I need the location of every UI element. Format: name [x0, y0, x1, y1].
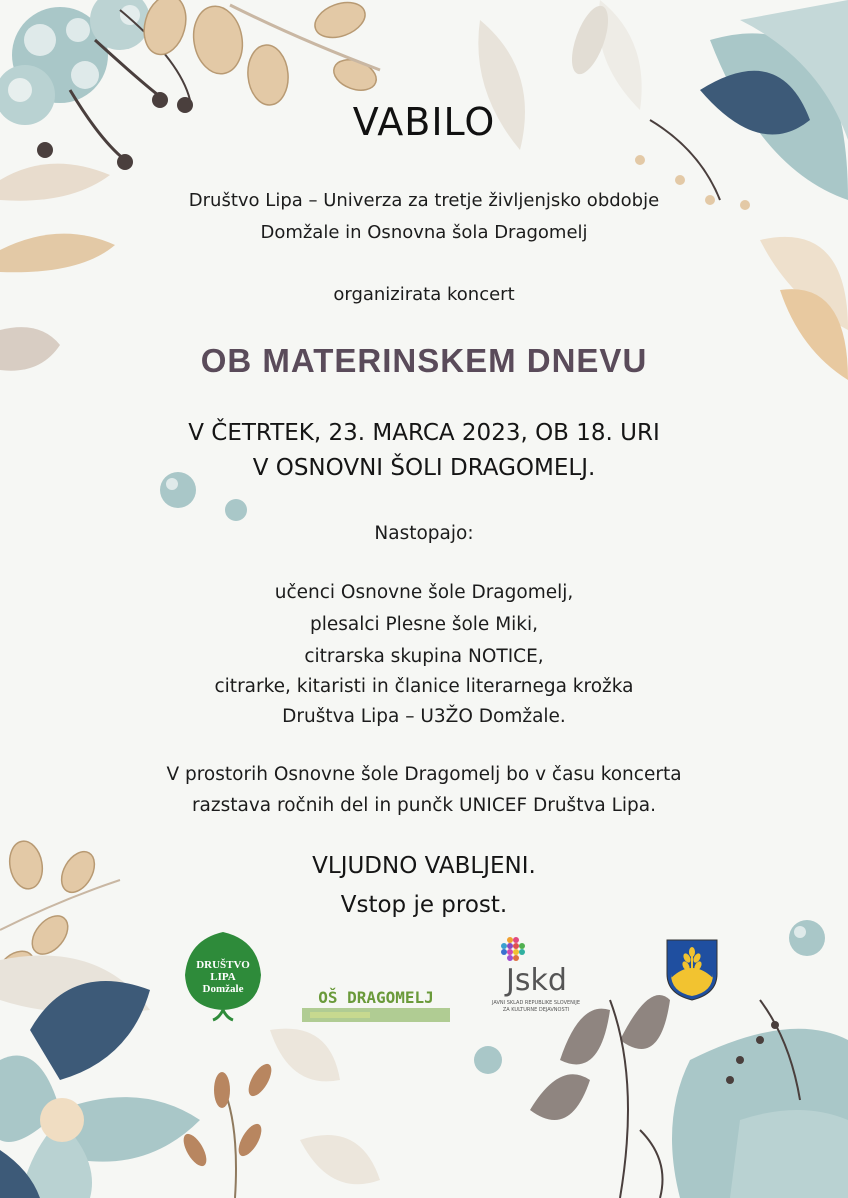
bottom-left-flower-decoration — [0, 956, 200, 1198]
organizes-text: organizirata koncert — [333, 284, 515, 305]
top-seeds-decoration — [138, 0, 381, 107]
jskd-text: Jskd — [506, 963, 567, 998]
organizers-line-2: Domžale in Osnovna šola Dragomelj — [260, 222, 588, 243]
municipal-coat-of-arms-icon — [665, 938, 719, 1002]
exhibition-line-2: razstava ročnih del in punčk UNICEF Društva Lipa. — [191, 795, 657, 816]
bottom-middle-leaves-decoration — [179, 1029, 380, 1198]
os-dragomelj-text: OŠ DRAGOMELJ — [318, 988, 434, 1007]
exhibition-line-1: V prostorih Osnovne šole Dragomelj bo v času koncerta — [166, 764, 682, 785]
performer-item: učenci Osnovne šole Dragomelj, — [274, 582, 574, 603]
os-dragomelj-logo — [300, 980, 452, 1024]
jskd-subtitle-1: JAVNI SKLAD REPUBLIKE SLOVENIJE — [491, 1000, 581, 1006]
lipa-logo-line3: Domžale — [202, 983, 244, 995]
lipa-leaf-icon — [183, 930, 263, 1022]
event-venue: V OSNOVNI ŠOLI DRAGOMELJ. — [252, 455, 596, 481]
jskd-icon — [484, 932, 588, 1016]
invitation-title: VABILO — [352, 100, 496, 144]
lipa-logo — [183, 930, 263, 1022]
jskd-subtitle-2: ZA KULTURNE DEJAVNOSTI — [502, 1007, 570, 1013]
performer-item: plesalci Plesne šole Miki, — [309, 614, 539, 635]
lipa-logo-line2: LIPA — [210, 971, 236, 983]
bottom-right-leaves-decoration — [530, 995, 848, 1198]
organizers-line-1: Društvo Lipa – Univerza za tretje življenjsko obdobje — [188, 190, 660, 211]
lipa-logo-line1: DRUŠTVO — [196, 959, 250, 971]
coat-of-arms-logo — [665, 938, 719, 1002]
jskd-logo — [484, 932, 588, 1016]
performer-item: citrarska skupina NOTICE, — [304, 646, 544, 667]
event-date: V ČETRTEK, 23. MARCA 2023, OB 18. URI — [188, 420, 660, 446]
closing-line-2: Vstop je prost. — [340, 892, 508, 918]
event-title: OB MATERINSKEM DNEVU — [200, 342, 648, 379]
os-dragomelj-icon — [300, 980, 452, 1024]
closing-line-1: VLJUDNO VABLJENI. — [312, 853, 536, 879]
performer-item: Društva Lipa – U3ŽO Domžale. — [282, 706, 566, 727]
performers-heading: Nastopajo: — [374, 523, 474, 544]
performer-item: citrarke, kitaristi in članice literarnega krožka — [214, 676, 634, 697]
